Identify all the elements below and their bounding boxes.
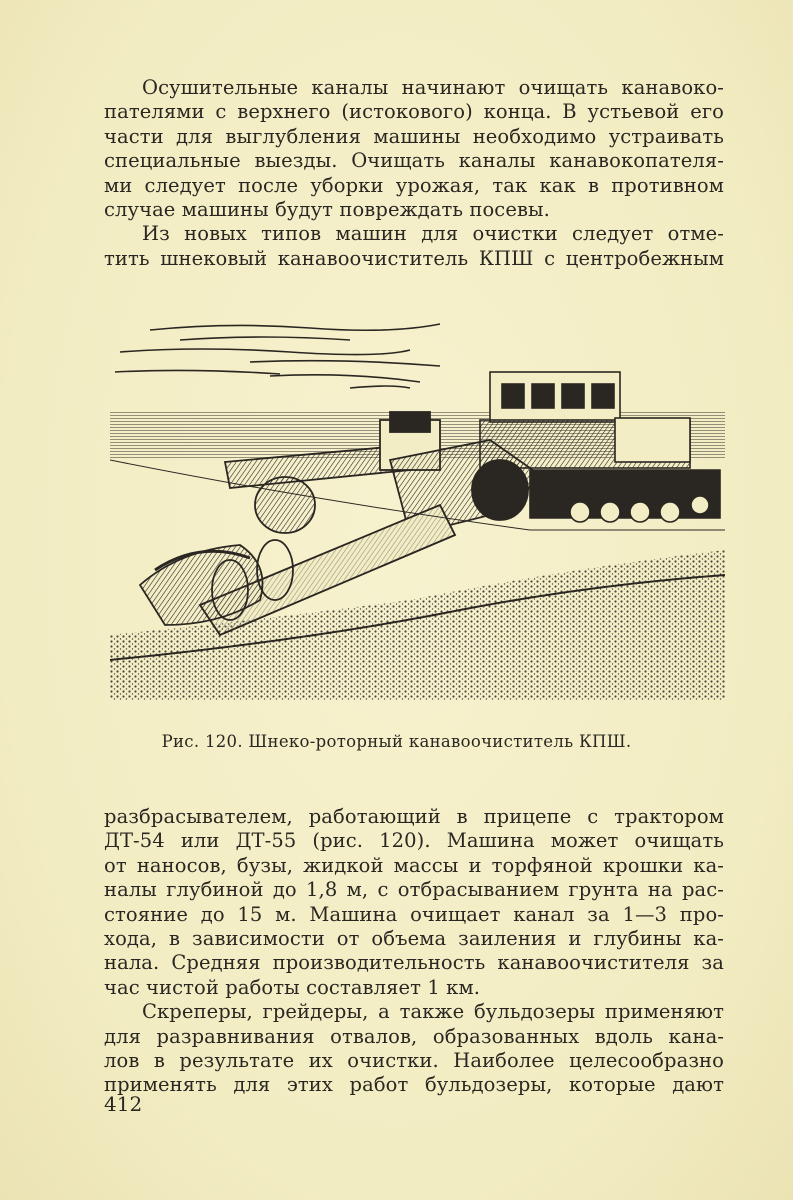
text-line: налы глубиной до 1,8 м, с отбрасыванием грунта на рас- — [104, 878, 724, 902]
figure-caption: Рис. 120. Шнеко-роторный канавоочиститель КПШ. — [161, 732, 632, 751]
text-line: разбрасывателем, работающий в прицепе с трактором — [104, 805, 724, 828]
text-line: лов в результате их очистки. Наиболее целесообразно — [104, 1049, 724, 1073]
bottom-paragraph — [104, 805, 724, 1098]
text-line: специальные выезды. Очищать каналы канавокопателя- — [104, 149, 724, 173]
text-line: Скреперы, грейдеры, а также бульдозеры применяют — [142, 1000, 724, 1024]
text-line: Из новых типов машин для очистки следует отме- — [142, 222, 724, 246]
sky-clouds — [115, 324, 440, 388]
page-number: 412 — [104, 1092, 143, 1116]
text-line: нала. Средняя производительность канавоочистителя за — [104, 951, 724, 975]
text-line: стояние до 15 м. Машина очищает канал за 1—3 про- — [104, 902, 724, 926]
text-line: тить шнековый канавоочиститель КПШ с центробежным — [104, 246, 724, 270]
text-line: ДТ-54 или ДТ-55 (рис. 120). Машина может очищать — [104, 829, 724, 853]
text-line: ми следует после уборки урожая, так как в противном — [104, 173, 724, 197]
text-line: пателями с верхнего (истокового) конца. В устьевой его — [104, 100, 724, 124]
text-line: случае машины будут повреждать посевы. — [104, 198, 550, 222]
text-line: применять для этих работ бульдозеры, которые дают — [104, 1073, 724, 1097]
top-paragraph — [104, 76, 724, 271]
text-line: Осушительные каналы начинают очищать канавоко- — [142, 76, 724, 99]
text-line: час чистой работы составляет 1 км. — [104, 975, 481, 999]
text-line: от наносов, бузы, жидкой массы и торфяной крошки ка- — [104, 853, 724, 877]
ditch-cleaner-illustration — [110, 300, 725, 700]
text-line: для разравнивания отвалов, образованных вдоль кана- — [104, 1024, 724, 1048]
text-line: хода, в зависимости от объема заиления и глубины ка- — [104, 927, 724, 951]
text-line: части для выглубления машины необходимо устраивать — [104, 124, 724, 148]
